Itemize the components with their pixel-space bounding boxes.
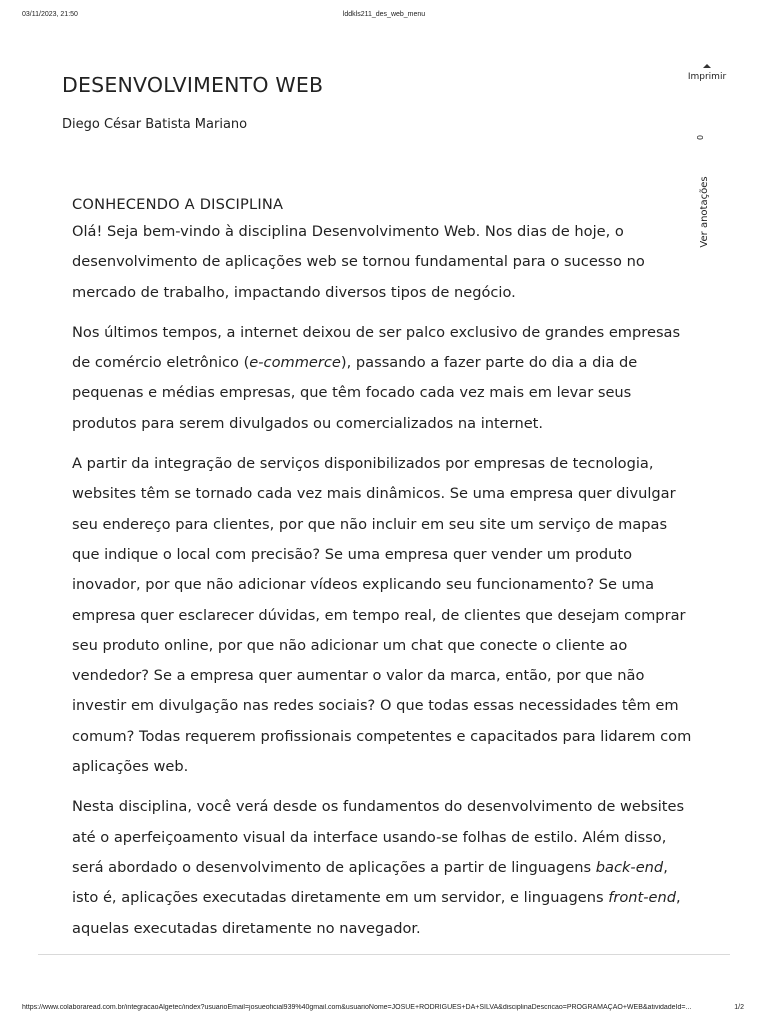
author-name: Diego César Batista Mariano [62, 117, 248, 132]
print-url: https://www.colaboraread.com.br/integracaoAlgetec/index?usuarioEmail=josueoficial939%40gmail.com&usuarioNome=JOSUE+RODRIGUES+DA+SILVA&disciplinaDescricao=PROGRAMAÇÃO+WEB&atividadeId=... [22, 1004, 692, 1011]
content-divider [38, 954, 730, 955]
p2-emphasis: e-commerce [249, 354, 341, 372]
paragraph-ecommerce [72, 318, 698, 439]
p2-text-b: ), passando a fazer parte do dia a dia de pequenas e médias empresas, que têm focado cada vez mais em levar seus produtos para serem divulgados ou comercializados na internet. [72, 354, 638, 432]
notes-count-badge: 0 [696, 134, 706, 141]
paragraph-intro: Olá! Seja bem-vindo à disciplina Desenvolvimento Web. Nos dias de hoje, o desenvolvimento de aplicações web se tornou fundamental para o sucesso no mercado de trabalho, impactando diversos tipos de negócio. [72, 223, 645, 301]
print-label: Imprimir [687, 72, 727, 82]
print-button[interactable] [684, 64, 730, 82]
main-content [72, 193, 698, 954]
print-doc-name: lddkls211_des_web_menu [342, 11, 426, 18]
paragraph-course-scope [72, 792, 698, 943]
p4-text-a: Nesta disciplina, você verá desde os fundamentos do desenvolvimento de websites até o aperfeiçoamento visual da interface usando-se folhas de estilo. Além disso, será abordado o desenvolvimento de aplicações a partir de linguagens [72, 798, 685, 876]
p4-text-b: , isto é, aplicações executadas diretamente em um servidor, e linguagens [72, 858, 668, 907]
print-arrow-icon [703, 64, 711, 68]
paragraph-services: A partir da integração de serviços disponibilizados por empresas de tecnologia, websites têm se tornado cada vez mais dinâmicos. Se uma empresa quer divulgar seu endereço para clientes, por que não incluir em seu site um serviço de mapas que indique o local com precisão? Se uma empresa quer vender um produto inovador, por que não adicionar vídeos explicando seu funcionamento? Se uma empresa quer esclarecer dúvidas, em tempo real, de clientes que desejam comprar seu produto online, por que não adicionar um chat que conecte o cliente ao vendedor? Se a empresa quer aumentar o valor da marca, então, por que não investir em divulgação nas redes sociais? O que todas essas necessidades têm em comum? Todas requerem profissionais competentes e capacitados para lidarem com aplicações web. [72, 455, 692, 776]
p2-text-a: Nos últimos tempos, a internet deixou de ser palco exclusivo de grandes empresas de comércio eletrônico ( [72, 323, 681, 372]
p4-emphasis-frontend: front-end [608, 889, 677, 907]
p4-text-c: , aquelas executadas diretamente no navegador. [72, 889, 681, 937]
view-notes-button[interactable]: Ver anotações [699, 176, 710, 248]
p4-emphasis-backend: back-end [595, 858, 664, 876]
print-datetime: 03/11/2023, 21:50 [22, 11, 78, 18]
page-number: 1/2 [734, 1004, 744, 1011]
section-heading: CONHECENDO A DISCIPLINA [72, 196, 284, 213]
page-title: DESENVOLVIMENTO WEB [62, 73, 324, 97]
